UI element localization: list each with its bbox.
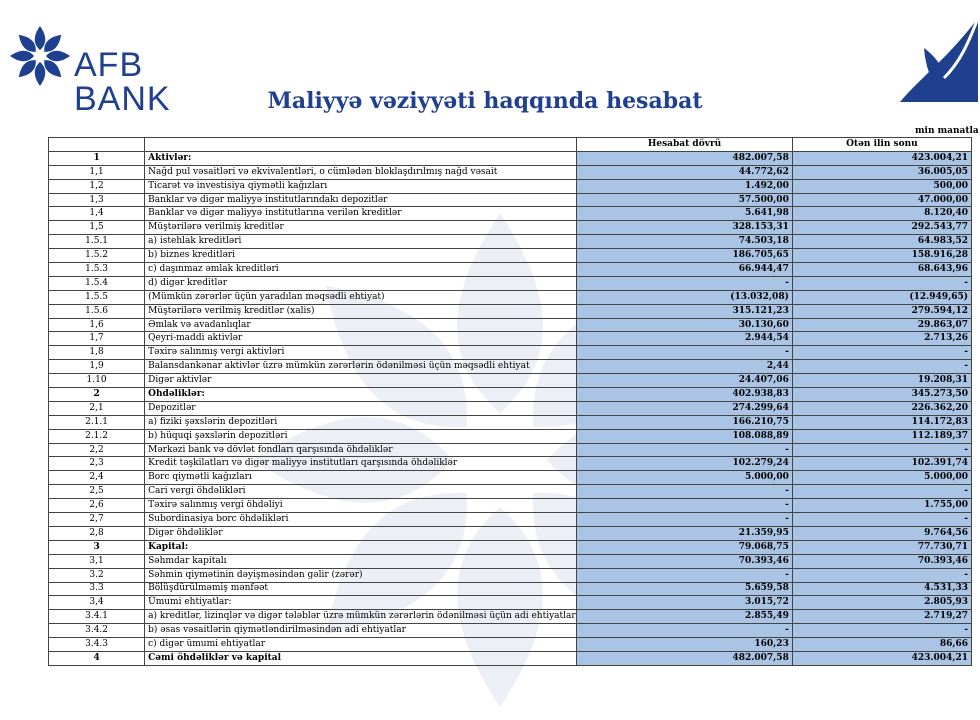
- table-row: [49, 638, 972, 652]
- row-current-value: 2,44: [577, 360, 793, 374]
- row-current-value: 74.503,18: [577, 235, 793, 249]
- table-row: [49, 513, 972, 527]
- row-previous-value: 5.000,00: [792, 471, 971, 485]
- table-row: [49, 540, 972, 554]
- header-label-cell: [145, 138, 577, 152]
- row-current-value: 24.407,06: [577, 374, 793, 388]
- row-current-value: 2.944,54: [577, 332, 793, 346]
- row-code: 1: [49, 151, 145, 165]
- row-label: Ümumi ehtiyatlar:: [145, 596, 577, 610]
- row-label: a) kreditlər, lizinqlər və digər tələblər üzrə mümkün zərərlərin ödənilməsi üçün adi ehtiyatlar: [145, 610, 577, 624]
- table-row: [49, 360, 972, 374]
- table-row: [49, 290, 972, 304]
- row-previous-value: 423.004,21: [792, 151, 971, 165]
- row-previous-value: 36.005,05: [792, 165, 971, 179]
- row-label: c) digər ümumi ehtiyatlar: [145, 638, 577, 652]
- row-previous-value: -: [792, 346, 971, 360]
- row-previous-value: 279.594,12: [792, 304, 971, 318]
- row-label: Təxirə salınmış vergi öhdəliyi: [145, 499, 577, 513]
- row-label: Səhmin qiymətinin dəyişməsindən gəlir (zərər): [145, 568, 577, 582]
- row-previous-value: 500,00: [792, 179, 971, 193]
- row-code: 3.2: [49, 568, 145, 582]
- row-previous-value: -: [792, 276, 971, 290]
- row-current-value: 274.299,64: [577, 401, 793, 415]
- row-code: 2: [49, 388, 145, 402]
- row-label: a) istehlak kreditləri: [145, 235, 577, 249]
- row-label: Balansdankənar aktivlər üzrə mümkün zərərlərin ödənilməsi üçün məqsədli ehtiyat: [145, 360, 577, 374]
- row-current-value: 315.121,23: [577, 304, 793, 318]
- row-previous-value: 345.273,50: [792, 388, 971, 402]
- table-row: [49, 443, 972, 457]
- row-previous-value: 158.916,28: [792, 249, 971, 263]
- row-previous-value: 19.208,31: [792, 374, 971, 388]
- row-code: 2,5: [49, 485, 145, 499]
- row-label: Depozitlər: [145, 401, 577, 415]
- table-row: [49, 207, 972, 221]
- row-code: 3,4: [49, 596, 145, 610]
- row-label: Aktivlər:: [145, 151, 577, 165]
- row-current-value: 66.944,47: [577, 263, 793, 277]
- table-row: [49, 318, 972, 332]
- row-current-value: 108.088,89: [577, 429, 793, 443]
- row-previous-value: -: [792, 568, 971, 582]
- row-label: Mərkəzi bank və dövlət fondları qarşısında öhdəliklər: [145, 443, 577, 457]
- row-current-value: 402.938,83: [577, 388, 793, 402]
- table-row: [49, 624, 972, 638]
- row-previous-value: 47.000,00: [792, 193, 971, 207]
- table-row: [49, 415, 972, 429]
- table-row: [49, 374, 972, 388]
- row-previous-value: 226.362,20: [792, 401, 971, 415]
- row-label: Banklar və digər maliyyə institutlarındakı depozitlər: [145, 193, 577, 207]
- row-code: 2,2: [49, 443, 145, 457]
- table-row: [49, 276, 972, 290]
- row-previous-value: 292.543,77: [792, 221, 971, 235]
- row-current-value: -: [577, 624, 793, 638]
- row-current-value: 166.210,75: [577, 415, 793, 429]
- table-row: [49, 165, 972, 179]
- row-label: d) digər kreditlər: [145, 276, 577, 290]
- row-code: 3.4.2: [49, 624, 145, 638]
- row-code: 3.4.3: [49, 638, 145, 652]
- row-label: Cari vergi öhdəlikləri: [145, 485, 577, 499]
- row-current-value: 1.492,00: [577, 179, 793, 193]
- table-row: [49, 596, 972, 610]
- row-code: 1.5.6: [49, 304, 145, 318]
- row-current-value: 70.393,46: [577, 554, 793, 568]
- row-previous-value: 114.172,83: [792, 415, 971, 429]
- brand-name: AFB BANK: [74, 46, 171, 118]
- row-code: 1,7: [49, 332, 145, 346]
- row-previous-value: 423.004,21: [792, 651, 971, 665]
- table-header-row: [49, 138, 972, 152]
- header-code-cell: [49, 138, 145, 152]
- table-row: [49, 235, 972, 249]
- row-code: 3.4.1: [49, 610, 145, 624]
- row-current-value: 44.772,62: [577, 165, 793, 179]
- row-previous-value: -: [792, 513, 971, 527]
- row-code: 1,9: [49, 360, 145, 374]
- header-previous-year-end: Ötən ilin sonu: [792, 138, 971, 152]
- row-code: 3,1: [49, 554, 145, 568]
- row-previous-value: 86,66: [792, 638, 971, 652]
- row-code: 1,3: [49, 193, 145, 207]
- table-row: [49, 346, 972, 360]
- row-code: 1.5.1: [49, 235, 145, 249]
- row-code: 2,6: [49, 499, 145, 513]
- table-row: [49, 485, 972, 499]
- corner-star-icon: [890, 18, 978, 106]
- table-row: [49, 221, 972, 235]
- row-code: 1.5.3: [49, 263, 145, 277]
- row-code: 1,8: [49, 346, 145, 360]
- row-current-value: 5.000,00: [577, 471, 793, 485]
- row-label: a) fiziki şəxslərin depozitləri: [145, 415, 577, 429]
- row-previous-value: 29.863,07: [792, 318, 971, 332]
- row-label: (Mümkün zərərlər üçün yaradılan məqsədli ehtiyat): [145, 290, 577, 304]
- row-label: Cəmi öhdəliklər və kapital: [145, 651, 577, 665]
- row-label: Qeyri-maddi aktivlər: [145, 332, 577, 346]
- row-code: 2,8: [49, 526, 145, 540]
- row-previous-value: 2.805,93: [792, 596, 971, 610]
- row-code: 1.5.2: [49, 249, 145, 263]
- row-code: 1,4: [49, 207, 145, 221]
- row-current-value: (13.032,08): [577, 290, 793, 304]
- row-previous-value: 64.983,52: [792, 235, 971, 249]
- unit-note: min manatla: [915, 126, 979, 136]
- row-current-value: 21.359,95: [577, 526, 793, 540]
- row-label: b) hüquqi şəxslərin depozitləri: [145, 429, 577, 443]
- row-label: Təxirə salınmış vergi aktivləri: [145, 346, 577, 360]
- table-row: [49, 193, 972, 207]
- row-current-value: -: [577, 513, 793, 527]
- row-code: 1.5.4: [49, 276, 145, 290]
- row-previous-value: (12.949,65): [792, 290, 971, 304]
- row-label: Kredit təşkilatları və digər maliyyə institutları qarşısında öhdəliklər: [145, 457, 577, 471]
- row-label: Banklar və digər maliyyə institutlarına verilən kreditlər: [145, 207, 577, 221]
- row-previous-value: -: [792, 360, 971, 374]
- row-code: 1,1: [49, 165, 145, 179]
- row-code: 2,7: [49, 513, 145, 527]
- row-current-value: 5.641,98: [577, 207, 793, 221]
- row-current-value: -: [577, 568, 793, 582]
- row-label: Nağd pul vəsaitləri və ekvivalentləri, o cümlədən bloklaşdırılmış nağd vəsait: [145, 165, 577, 179]
- row-previous-value: 112.189,37: [792, 429, 971, 443]
- row-current-value: -: [577, 499, 793, 513]
- row-code: 3: [49, 540, 145, 554]
- row-previous-value: -: [792, 443, 971, 457]
- table-row: [49, 388, 972, 402]
- row-code: 1,2: [49, 179, 145, 193]
- row-current-value: -: [577, 276, 793, 290]
- row-code: 3.3: [49, 582, 145, 596]
- row-code: 1.10: [49, 374, 145, 388]
- row-code: 2.1.2: [49, 429, 145, 443]
- table-row: [49, 651, 972, 665]
- row-code: 1,5: [49, 221, 145, 235]
- table-row: [49, 457, 972, 471]
- row-label: Əmlak və avadanlıqlar: [145, 318, 577, 332]
- row-code: 4: [49, 651, 145, 665]
- table-row: [49, 179, 972, 193]
- header-current-period: Hesabat dövrü: [577, 138, 793, 152]
- row-label: c) daşınmaz əmlak kreditləri: [145, 263, 577, 277]
- table-row: [49, 526, 972, 540]
- row-label: Müştərilərə verilmiş kreditlər: [145, 221, 577, 235]
- row-label: Ticarət və investisiya qiymətli kağızları: [145, 179, 577, 193]
- row-current-value: 5.659,58: [577, 582, 793, 596]
- table-row: [49, 499, 972, 513]
- table-row: [49, 304, 972, 318]
- table-row: [49, 429, 972, 443]
- row-current-value: 79.068,75: [577, 540, 793, 554]
- row-current-value: 2.855,49: [577, 610, 793, 624]
- row-code: 2,4: [49, 471, 145, 485]
- row-current-value: 3.015,72: [577, 596, 793, 610]
- row-label: Öhdəliklər:: [145, 388, 577, 402]
- row-label: Digər öhdəliklər: [145, 526, 577, 540]
- row-label: Kapital:: [145, 540, 577, 554]
- table-row: [49, 249, 972, 263]
- row-previous-value: -: [792, 485, 971, 499]
- table-row: [49, 554, 972, 568]
- financial-table: [48, 137, 972, 666]
- row-label: Subordinasiya borc öhdəlikləri: [145, 513, 577, 527]
- row-label: Borc qiymətli kağızları: [145, 471, 577, 485]
- row-current-value: 30.130,60: [577, 318, 793, 332]
- row-label: Bölüşdürülməmiş mənfəət: [145, 582, 577, 596]
- table-row: [49, 471, 972, 485]
- row-previous-value: 2.713,26: [792, 332, 971, 346]
- row-label: Müştərilərə verilmiş kreditlər (xalis): [145, 304, 577, 318]
- row-previous-value: 70.393,46: [792, 554, 971, 568]
- row-current-value: 57.500,00: [577, 193, 793, 207]
- row-current-value: 186.705,65: [577, 249, 793, 263]
- table-row: [49, 151, 972, 165]
- row-current-value: -: [577, 346, 793, 360]
- table-row: [49, 332, 972, 346]
- row-previous-value: 9.764,56: [792, 526, 971, 540]
- row-code: 2,1: [49, 401, 145, 415]
- afb-bank-logo: [8, 24, 248, 118]
- row-previous-value: 4.531,33: [792, 582, 971, 596]
- row-previous-value: 77.730,71: [792, 540, 971, 554]
- row-previous-value: 8.120,40: [792, 207, 971, 221]
- table-row: [49, 263, 972, 277]
- row-current-value: 482.007,58: [577, 151, 793, 165]
- row-current-value: 328.153,31: [577, 221, 793, 235]
- row-current-value: 482.007,58: [577, 651, 793, 665]
- row-code: 1.5.5: [49, 290, 145, 304]
- row-previous-value: 68.643,96: [792, 263, 971, 277]
- table-row: [49, 582, 972, 596]
- row-label: Digər aktivlər: [145, 374, 577, 388]
- row-label: Səhmdar kapitalı: [145, 554, 577, 568]
- row-code: 1,6: [49, 318, 145, 332]
- table-row: [49, 401, 972, 415]
- row-label: b) biznes kreditləri: [145, 249, 577, 263]
- row-code: 2.1.1: [49, 415, 145, 429]
- row-previous-value: -: [792, 624, 971, 638]
- table-row: [49, 610, 972, 624]
- row-previous-value: 2.719,27: [792, 610, 971, 624]
- row-current-value: -: [577, 443, 793, 457]
- row-label: b) əsas vəsaitlərin qiymətləndirilməsindən adi ehtiyatlar: [145, 624, 577, 638]
- row-current-value: -: [577, 485, 793, 499]
- row-current-value: 160,23: [577, 638, 793, 652]
- star-logo-icon: [8, 24, 72, 88]
- page-title: Maliyyə vəziyyəti haqqında hesabat: [267, 88, 703, 114]
- table-row: [49, 568, 972, 582]
- row-previous-value: 102.391,74: [792, 457, 971, 471]
- row-code: 2,3: [49, 457, 145, 471]
- row-previous-value: 1.755,00: [792, 499, 971, 513]
- row-current-value: 102.279,24: [577, 457, 793, 471]
